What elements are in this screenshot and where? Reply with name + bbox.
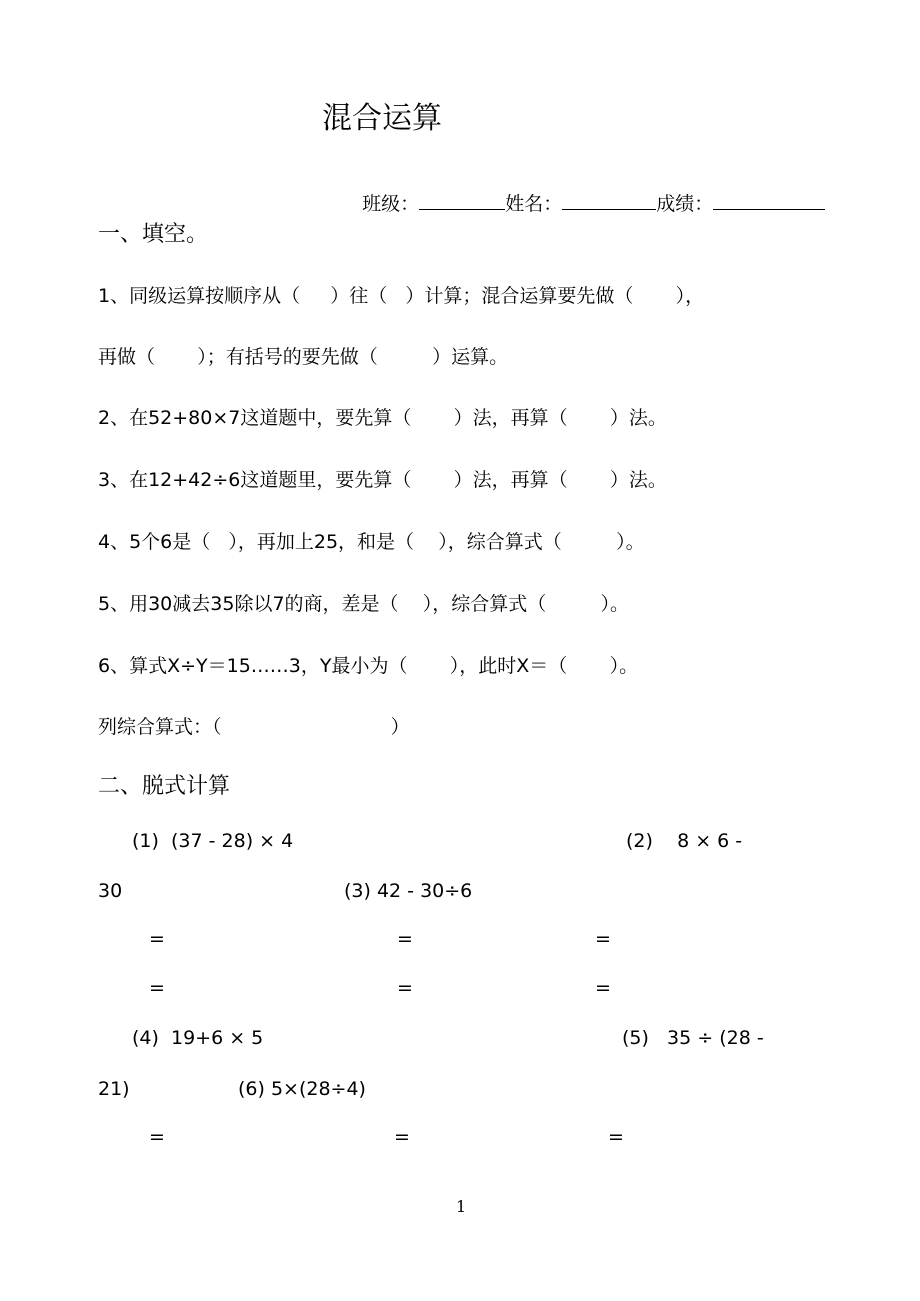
equals-sign: = (394, 1126, 410, 1148)
section1-heading: 一、填空。 (98, 222, 209, 247)
problem-5: (5) 35 ÷ (28 - (622, 1027, 764, 1049)
class-blank[interactable] (419, 191, 505, 210)
problem-1: (1) (37 - 28) × 4 (132, 830, 294, 852)
question-6: 6、算式X÷Y＝15……3，Y最小为（ ），此时X＝（ ）。 (98, 655, 639, 677)
question-1-line1: 1、同级运算按顺序从（ ）往（ ）计算；混合运算要先做（ ）， (98, 285, 705, 307)
score-label: 成绩： (656, 193, 714, 215)
problem-2: (2) 8 × 6 - (626, 830, 743, 852)
problem-5-continued: 21) (98, 1078, 130, 1100)
question-5: 5、用30减去35除以7的商，差是（ ），综合算式（ ）。 (98, 593, 630, 615)
question-2: 2、在52+80×7这道题中，要先算（ ）法，再算（ ）法。 (98, 407, 667, 429)
page-title: 混合运算 (322, 101, 442, 136)
question-3: 3、在12+42÷6这道题里，要先算（ ）法，再算（ ）法。 (98, 469, 667, 491)
question-4: 4、5个6是（ ），再加上25，和是（ ），综合算式（ ）。 (98, 531, 645, 553)
equals-sign: = (595, 928, 611, 950)
problem-3: (3) 42 - 30÷6 (344, 880, 473, 902)
name-blank[interactable] (562, 191, 656, 210)
class-label: 班级： (362, 193, 420, 215)
problem-6: (6) 5×(28÷4) (238, 1078, 366, 1100)
score-blank[interactable] (713, 191, 825, 210)
equals-sign: = (595, 977, 611, 999)
equals-sign: = (397, 928, 413, 950)
student-info-line (338, 172, 825, 233)
section2-heading: 二、脱式计算 (98, 774, 231, 799)
equals-sign: = (149, 928, 165, 950)
equals-sign: = (149, 977, 165, 999)
problem-4: (4) 19+6 × 5 (132, 1027, 264, 1049)
equals-sign: = (608, 1126, 624, 1148)
equals-sign: = (149, 1126, 165, 1148)
page-number: 1 (456, 1197, 467, 1216)
name-label: 姓名： (505, 193, 563, 215)
problem-2-continued: 30 (98, 880, 123, 902)
question-6-line2: 列综合算式：（ ） (98, 716, 410, 738)
equals-sign: = (397, 977, 413, 999)
question-1-line2: 再做（ ）；有括号的要先做（ ）运算。 (98, 346, 509, 368)
